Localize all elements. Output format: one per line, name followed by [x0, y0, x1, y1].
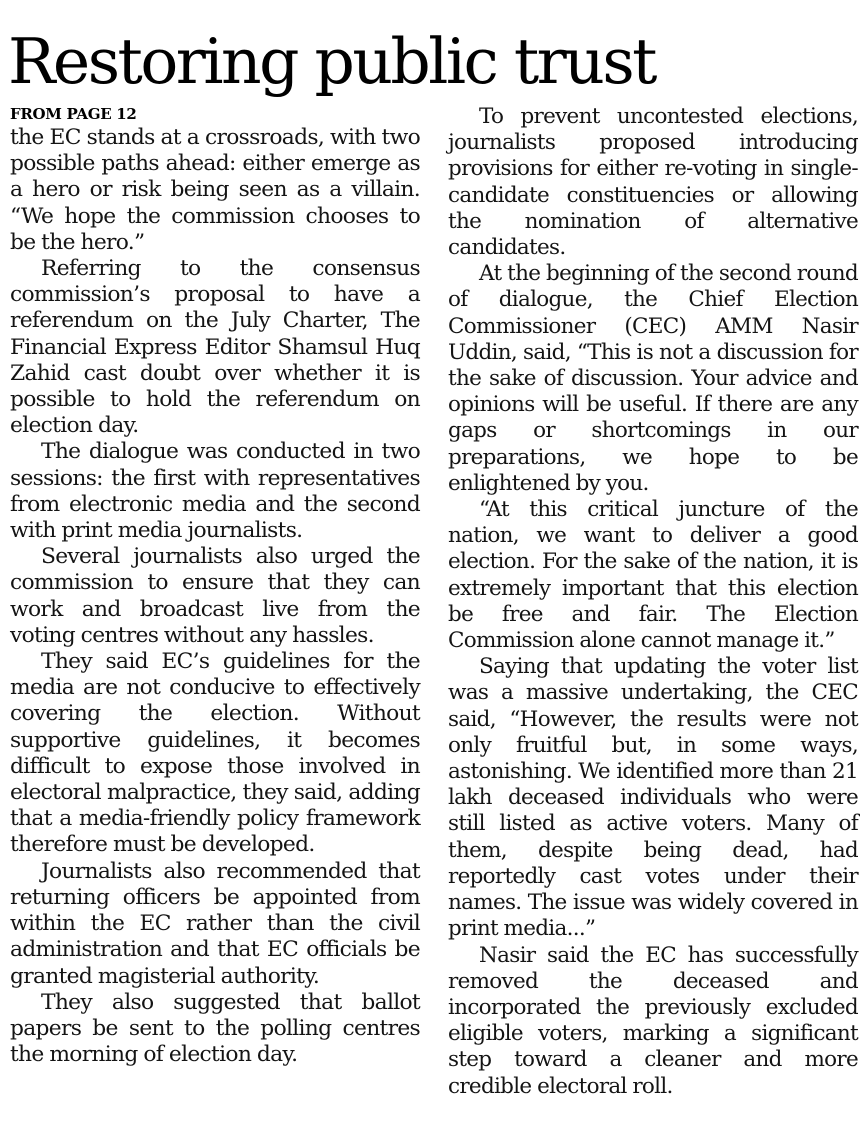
headline: Restoring public trust: [8, 25, 655, 98]
paragraph: “At this critical juncture of the nation, we want to deliver a good election. For the sake of the nation, it is extremely important that this election be free and fair. The Election Commission alone cannot manage it.”: [448, 497, 858, 654]
paragraph: Journalists also recommended that returning officers be appointed from within the EC rather than the civil administration and that EC officials be granted magisterial authority.: [10, 858, 420, 989]
paragraph: Referring to the consensus commission’s proposal to have a referendum on the July Charter, The Financial Express Editor Shamsul Huq Zahid cast doubt over whether it is possible to hold the referendum on election day.: [10, 256, 420, 439]
paragraph: Saying that updating the voter list was a massive undertaking, the CEC said, “However, the results were not only fruitful but, in some ways, astonishing. We identified more than 21 lakh deceased individuals who were still listed as active voters. Many of them, despite being dead, had reportedly cast votes under their names. The issue was widely covered in print media...”: [448, 654, 858, 942]
paragraph: They also suggested that ballot papers be sent to the polling centres the morning of election day.: [10, 989, 420, 1068]
right-column: [448, 104, 858, 1100]
paragraph: At the beginning of the second round of dialogue, the Chief Election Commissioner (CEC) AMM Nasir Uddin, said, “This is not a discussion for the sake of discussion. Your advice and opinions will be useful. If there are any gaps or shortcomings in our preparations, we hope to be enlightened by you.: [448, 261, 858, 496]
paragraph: They said EC’s guidelines for the media are not conducive to effectively covering the election. Without supportive guidelines, it becomes difficult to expose those involved in electoral malpractice, they said, adding that a media-friendly policy framework therefore must be developed.: [10, 649, 420, 858]
paragraph: the EC stands at a crossroads, with two possible paths ahead: either emerge as a hero or risk being seen as a villain. “We hope the commission chooses to be the hero.”: [10, 125, 420, 255]
paragraph: Several journalists also urged the commission to ensure that they can work and broadcast live from the voting centres without any hassles.: [10, 544, 420, 648]
paragraph: Nasir said the EC has successfully removed the deceased and incorporated the previously excluded eligible voters, marking a significant step toward a cleaner and more credible electoral roll.: [448, 942, 858, 1099]
left-column: [10, 104, 420, 1068]
paragraph: To prevent uncontested elections, journalists proposed introducing provisions for either re-voting in single-candidate constituencies or allowing the nomination of alternative candidates.: [448, 104, 858, 261]
paragraph: The dialogue was conducted in two sessions: the first with representatives from electronic media and the second with print media journalists.: [10, 439, 420, 544]
jump-line: FROM PAGE 12: [10, 105, 137, 123]
